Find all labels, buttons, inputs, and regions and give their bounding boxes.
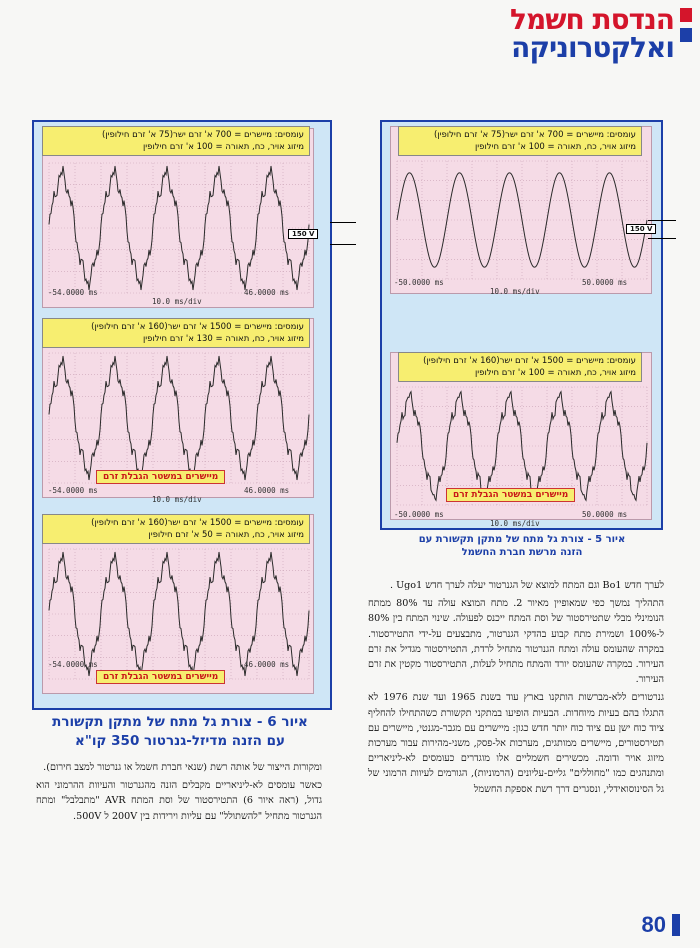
load-info-line1: עומסים: מיישרים = 1500 א' זרם ישר(160 א' זרם חילופין)	[91, 518, 304, 528]
magazine-title-line1: הנדסת חשמל	[510, 3, 674, 36]
load-info-line2: מיזוג אויר, כח, תאורה = 50 א' זרם חילופין	[148, 530, 304, 540]
volt-marker-line-top	[330, 222, 356, 223]
scale-mid: 10.0 ms/div	[490, 519, 540, 528]
load-info-line2: מיזוג אויר, כח, תאורה = 100 א' זרם חילופין	[142, 142, 304, 152]
figure-5-panel	[380, 120, 663, 530]
magazine-title-line2: ואלקטרוניקה	[511, 31, 674, 64]
paragraph: לערך חדש Bo1 וגם המתח למוצא של הגנרטור יעלה לערך חדש Ugo1 .	[389, 580, 664, 591]
magazine-title	[510, 3, 674, 64]
page-number-bar	[672, 914, 680, 936]
page-number	[642, 912, 680, 938]
scale-right: 50.0000 ms	[582, 278, 628, 287]
scale-left: -50.0000 ms	[394, 510, 444, 519]
scale-left: -50.0000 ms	[394, 278, 444, 287]
blue-square-icon	[680, 28, 692, 42]
paragraph: גנרטורים ללא-מברשות הותקנו בארץ עוד בשנת 1965 ועד שנת 1976 לא התגלו בהם בעיות מיוחדות. הבעיות הופיעו במתקני תקשורת כשהתחילו להחליף ציוד כוח ישן עם ציוד כוח יותר חדש כגון: מיישרים עם מגבר-מגנטי, מיישרים עם תטירסטורים, מיישרים ממותגים, מערכות אל-פסק, משני-מהירות עבור מערכות מיזוג אויר ודומה. מכשירים חשמליים אלו מוגדרים כעומסים לא-ליניאריים ומתנהגים כמו "מחוללים" גליים-עליונים (הרמוניות), הגורמים לעיוות הרמוני של גל הסינוסואידלי, ונסגרים דרך רשת אספקת החשמל	[368, 692, 664, 795]
load-info-box-2	[398, 352, 642, 382]
volt-scale-tag-fig6: 150 V	[288, 229, 318, 239]
volt-scale-tag-fig5: 150 V	[626, 224, 656, 234]
figure-6-caption	[40, 713, 320, 751]
load-info-box-3	[42, 514, 310, 544]
load-info-line2: מיזוג אויר, כח, תאורה = 100 א' זרם חילופין	[474, 368, 636, 378]
figure-6-panel	[32, 120, 332, 710]
load-info-line2: מיזוג אויר, כח, תאורה = 130 א' זרם חילופין	[142, 334, 304, 344]
volt-marker-line-bottom	[330, 244, 356, 245]
scale-left: -54.0000 ms	[48, 288, 98, 297]
scale-left: -54.0000 ms	[48, 660, 98, 669]
caption-line2: הזנה מרשת חברת החשמל	[461, 547, 583, 558]
paragraph: התהליך נמשך כפי שמאופיין מאיור 2. מתח המוצא עולה עד 80% ממתח הנומינלי מבלי שתטירסטור של וסת המתח ייכנס לפעולה. שינוי המתח בין 80% ל-100% ושמירת מתח קבוע בהדקי הגנרטור, מתבצעים על-ידי התטירסטור. במקרה שהעומס עולה ומתח הגנרטור מתחיל לרדת, התטירסטור מגדיל את זרם העירור. במקרה שהעומס יורד והמתח מתחיל לעלות, התטירסטור מקטין את זרם העירור.	[368, 598, 665, 686]
caption-line1: איור 5 - צורת גל מתח של מתקן תקשורת עם	[418, 534, 626, 545]
scale-right: 46.0000 ms	[244, 288, 290, 297]
caption-line2: עם הזנה מדיזל-גנרטור 350 קו"א	[75, 733, 285, 749]
scale-right: 46.0000 ms	[244, 486, 290, 495]
current-limit-label-3: מיישרים במשטר הגבלת זרם	[96, 670, 225, 684]
current-limit-label-2: מיישרים במשטר הגבלת זרם	[96, 470, 225, 484]
load-info-line1: עומסים: מיישרים = 1500 א' זרם ישר(160 א' זרם חילופין)	[423, 356, 636, 366]
paragraph: כאשר עומסים לא-ליניאריים מקבלים הזנה מהגנרטור והעיוות ההרמוני הוא גדול, (ראה איור 6) התטירסטור של וסת המתח AVR "מתבלבל" ומתח הגנרטור מתחיל "להשתולל" עם עליות וירידות בין 200V ל 500V.	[36, 780, 323, 822]
figure-5-caption	[378, 533, 666, 559]
header-squares	[680, 8, 692, 42]
current-limit-label-2: מיישרים במשטר הגבלת זרם	[446, 488, 575, 502]
paragraph: ומקורות הייצור של אותה רשת (שנאי חברת חשמל או גנרטור למצב חירום).	[43, 762, 322, 773]
load-info-line1: עומסים: מיישרים = 700 א' זרם ישר(75 א' זרם חילופין)	[101, 130, 304, 140]
scale-right: 46.0000 ms	[244, 660, 290, 669]
volt-marker-line-top	[648, 220, 676, 221]
waveform-1	[43, 129, 315, 309]
load-info-line2: מיזוג אויר, כח, תאורה = 100 א' זרם חילופין	[474, 142, 636, 152]
caption-line1: איור 6 - צורת גל מתח של מתקן תקשורת	[52, 714, 308, 730]
magazine-header	[510, 3, 692, 64]
scale-right: 50.0000 ms	[582, 510, 628, 519]
load-info-box-1	[42, 126, 310, 156]
article-column-left	[36, 760, 322, 827]
load-info-line1: עומסים: מיישרים = 1500 א' זרם ישר(160 א' זרם חילופין)	[91, 322, 304, 332]
scale-mid: 10.0 ms/div	[152, 495, 202, 504]
red-square-icon	[680, 8, 692, 22]
load-info-box-2	[42, 318, 310, 348]
load-info-box-1	[398, 126, 642, 156]
scale-left: -54.0000 ms	[48, 486, 98, 495]
scale-mid: 10.0 ms/div	[152, 297, 202, 306]
volt-marker-line-bottom	[648, 238, 676, 239]
scale-mid: 10.0 ms/div	[490, 287, 540, 296]
page-number-text: 80	[641, 912, 666, 937]
load-info-line1: עומסים: מיישרים = 700 א' זרם ישר(75 א' זרם חילופין)	[433, 130, 636, 140]
article-column-right	[368, 578, 664, 800]
